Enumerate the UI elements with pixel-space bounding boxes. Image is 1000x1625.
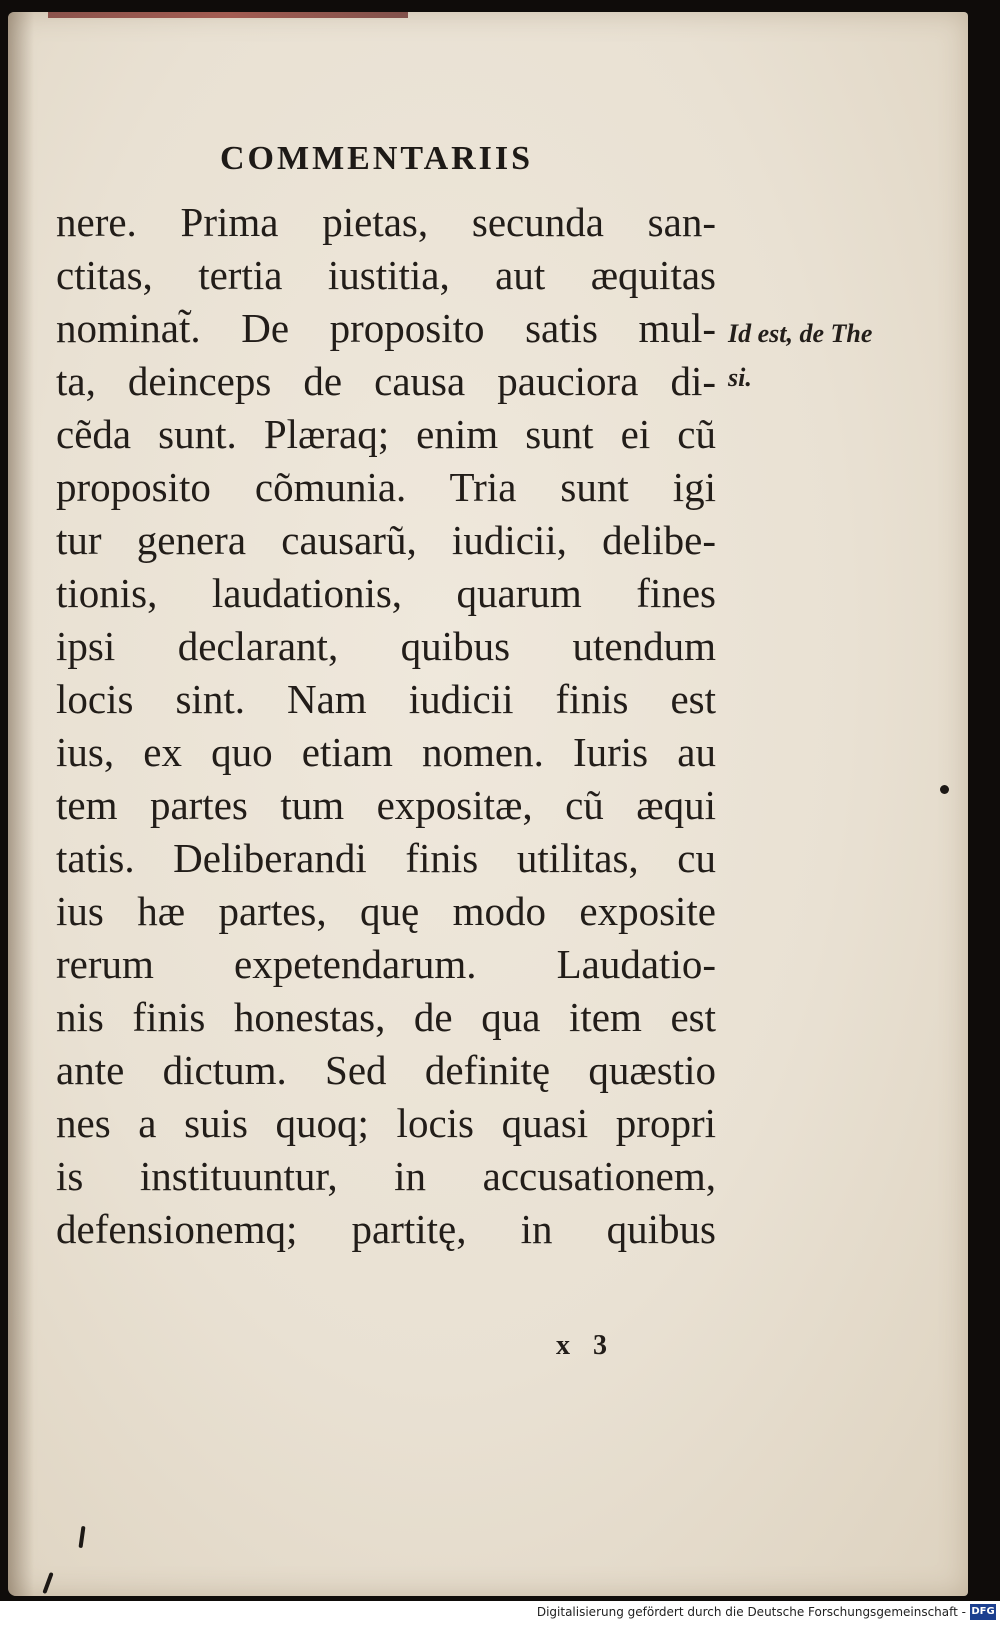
ink-mark [78,1526,85,1548]
text-line: nis finis honestas, de qua item est [56,994,716,1040]
text-line: tatis. Deliberandi finis utilitas, cu [56,835,716,881]
dfg-logo: DFG [970,1604,996,1620]
marginal-note-line: si. [728,363,752,392]
spine-shadow [8,12,34,1596]
marginal-note-line: Id est, de The [728,319,873,348]
text-line: is instituuntur, in accusationem, [56,1153,716,1199]
text-line: ta, deinceps de causa pauciora di- [56,358,716,404]
text-line: tur genera causarũ, iudicii, delibe- [56,517,716,563]
text-line: ante dictum. Sed definitę quæstio [56,1047,716,1093]
ink-mark [42,1572,53,1594]
body-text [56,196,716,1256]
page-top-edge [48,12,408,18]
text-line: ipsi declarant, quibus utendum [56,623,716,669]
text-line: defensionemq; partitę, in quibus [56,1206,716,1252]
ink-dot [940,785,949,794]
text-line: tem partes tum expositæ, cũ æqui [56,782,716,828]
text-line: nominat̃. De proposito satis mul- [56,305,716,351]
text-line: nere. Prima pietas, secunda san- [56,199,716,245]
text-line: ius, ex quo etiam nomen. Iuris au [56,729,716,775]
funding-credit: Digitalisierung gefördert durch die Deutsche Forschungsgemeinschaft - [536,1605,966,1619]
text-line: ctitas, tertia iustitia, aut æquitas [56,252,716,298]
marginal-note [728,312,872,400]
text-line: rerum expetendarum. Laudatio- [56,941,716,987]
footer-bar [0,1601,1000,1625]
text-line: tionis, laudationis, quarum fines [56,570,716,616]
signature-mark: x 3 [556,1330,615,1361]
text-line: proposito cõmunia. Tria sunt igi [56,464,716,510]
text-line: cẽda sunt. Plæraq; enim sunt ei cũ [56,411,716,457]
text-line: locis sint. Nam iudicii finis est [56,676,716,722]
text-line: nes a suis quoq; locis quasi propri [56,1100,716,1146]
running-head: COMMENTARIIS [220,140,534,177]
text-line: ius hæ partes, quę modo exposite [56,888,716,934]
book-page [8,12,968,1596]
